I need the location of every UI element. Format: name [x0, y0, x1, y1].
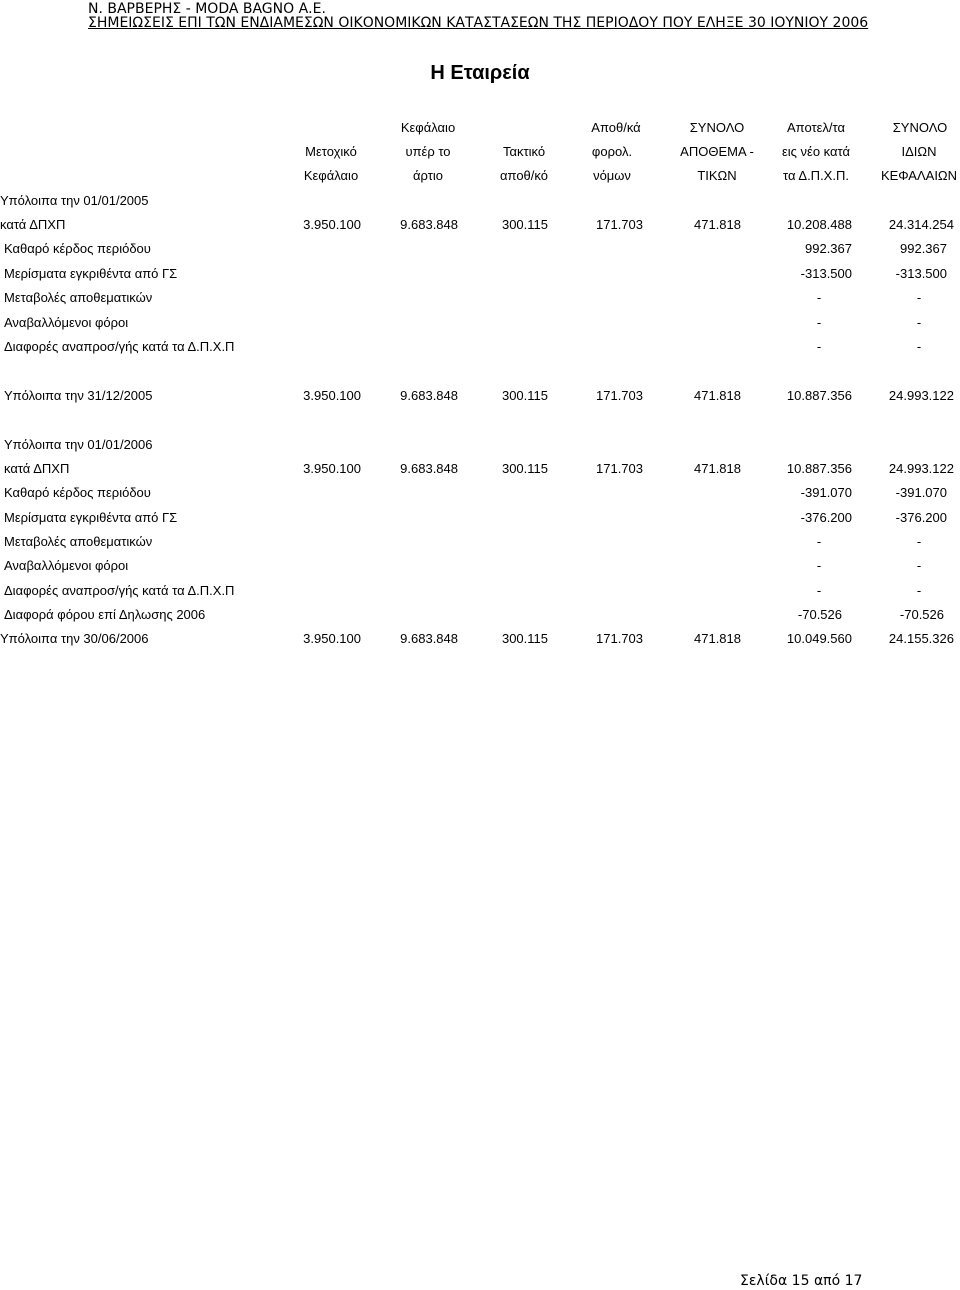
value-tax-reserves: 171.703 [596, 631, 643, 646]
value-retained-earnings: - [816, 290, 822, 305]
value-retained-earnings: - [816, 315, 822, 330]
value-legal-reserve: 300.115 [501, 631, 548, 646]
value-share-premium: 9.683.848 [400, 461, 458, 476]
row-label: Καθαρό κέρδος περιόδου [4, 485, 151, 500]
col6-line3: τα Δ.Π.Χ.Π. [783, 168, 849, 183]
value-tax-reserves: 171.703 [596, 388, 643, 403]
value-retained-earnings: -391.070 [800, 485, 852, 500]
value-total-equity: 24.993.122 [888, 388, 954, 403]
value-share-premium: 9.683.848 [400, 631, 458, 646]
col2-line2: υπέρ το [405, 144, 451, 159]
value-total-reserves: 471.818 [694, 217, 741, 232]
col7-line2: ΙΔΙΩΝ [901, 144, 937, 159]
row-label: Μερίσματα εγκριθέντα από ΓΣ [4, 510, 178, 525]
value-retained-earnings: - [816, 534, 822, 549]
value-retained-earnings: -313.500 [800, 266, 852, 281]
value-retained-earnings: 10.887.356 [786, 461, 852, 476]
value-total-reserves: 471.818 [694, 388, 741, 403]
value-total-equity: -391.070 [895, 485, 947, 500]
value-retained-earnings: -376.200 [800, 510, 852, 525]
row-label: κατά ΔΠΧΠ [0, 217, 66, 232]
value-retained-earnings: 992.367 [805, 241, 852, 256]
row-label: Διαφορά φόρου επί Δηλωσης 2006 [4, 607, 206, 622]
row-label: Καθαρό κέρδος περιόδου [4, 241, 151, 256]
col7-line1: ΣΥΝΟΛΟ [892, 120, 948, 135]
col4-line3: νόμων [593, 168, 631, 183]
value-share-premium: 9.683.848 [400, 388, 458, 403]
value-total-equity: - [916, 290, 922, 305]
value-legal-reserve: 300.115 [501, 217, 548, 232]
value-total-equity: - [916, 534, 922, 549]
page-number: Σελίδα 15 από 17 [740, 1273, 863, 1289]
value-total-reserves: 471.818 [694, 631, 741, 646]
col2-line3: άρτιο [413, 168, 443, 183]
row-label-open2005-line1: Υπόλοιπα την 01/01/2005 [0, 193, 149, 208]
col5-line3: ΤΙΚΩΝ [697, 168, 737, 183]
row-label: Διαφορές αναπροσ/γής κατά τα Δ.Π.Χ.Π [4, 583, 235, 598]
row-label: Υπόλοιπα την 31/12/2005 [4, 388, 153, 403]
row-label: Αναβαλλόμενοι φόροι [4, 315, 129, 330]
value-total-equity: -313.500 [895, 266, 947, 281]
row-label: κατά ΔΠΧΠ [4, 461, 70, 476]
value-total-equity: 24.155.326 [888, 631, 954, 646]
col4-line2: φορολ. [591, 144, 633, 159]
page-title: Η Εταιρεία [430, 62, 530, 84]
value-total-equity: - [916, 315, 922, 330]
value-tax-reserves: 171.703 [596, 217, 643, 232]
value-total-equity: 24.993.122 [888, 461, 954, 476]
row-label: Αναβαλλόμενοι φόροι [4, 558, 129, 573]
value-retained-earnings: - [816, 558, 822, 573]
value-total-equity: -70.526 [899, 607, 944, 622]
col3-line3: αποθ/κό [500, 168, 548, 183]
col5-line1: ΣΥΝΟΛΟ [689, 120, 745, 135]
col7-line3: ΚΕΦΑΛΑΙΩΝ [880, 168, 958, 183]
row-label: Μεταβολές αποθεματικών [4, 290, 153, 305]
value-total-equity: -376.200 [895, 510, 947, 525]
value-tax-reserves: 171.703 [596, 461, 643, 476]
row-label: Διαφορές αναπροσ/γής κατά τα Δ.Π.Χ.Π [4, 339, 235, 354]
value-retained-earnings: -70.526 [797, 607, 842, 622]
value-share-capital: 3.950.100 [303, 217, 361, 232]
value-total-equity: - [916, 558, 922, 573]
col3-line2: Τακτικό [502, 144, 546, 159]
row-label-open2006-line1: Υπόλοιπα την 01/01/2006 [4, 437, 153, 452]
value-legal-reserve: 300.115 [501, 388, 548, 403]
value-legal-reserve: 300.115 [501, 461, 548, 476]
value-retained-earnings: 10.887.356 [786, 388, 852, 403]
value-total-equity: 24.314.254 [888, 217, 954, 232]
col1-line3: Κεφάλαιο [303, 168, 359, 183]
row-label: Υπόλοιπα την 30/06/2006 [0, 631, 149, 646]
row-label: Μεταβολές αποθεματικών [4, 534, 153, 549]
value-total-reserves: 471.818 [694, 461, 741, 476]
value-retained-earnings: - [816, 583, 822, 598]
report-subtitle: ΣΗΜΕΙΩΣΕΙΣ ΕΠΙ ΤΩΝ ΕΝΔΙΑΜΕΣΩΝ ΟΙΚΟΝΟΜΙΚΩΝ ΚΑΤΑΣΤΑΣΕΩΝ ΤΗΣ ΠΕΡΙΟΔΟΥ ΠΟΥ ΕΛΗΞΕ 30 ΙΟΥΝΙΟΥ 2006 [88, 15, 869, 31]
value-total-equity: - [916, 339, 922, 354]
col4-line1: Αποθ/κά [591, 120, 641, 135]
value-retained-earnings: 10.208.488 [786, 217, 852, 232]
col6-line1: Αποτελ/τα [786, 120, 846, 135]
value-total-equity: 992.367 [900, 241, 947, 256]
value-share-capital: 3.950.100 [303, 461, 361, 476]
col5-line2: ΑΠΟΘΕΜΑ - [680, 144, 754, 159]
col2-line1: Κεφάλαιο [400, 120, 456, 135]
value-share-capital: 3.950.100 [303, 388, 361, 403]
value-total-equity: - [916, 583, 922, 598]
value-retained-earnings: - [816, 339, 822, 354]
value-share-premium: 9.683.848 [400, 217, 458, 232]
col6-line2: εις νέο κατά [781, 144, 851, 159]
value-share-capital: 3.950.100 [303, 631, 361, 646]
row-label: Μερίσματα εγκριθέντα από ΓΣ [4, 266, 178, 281]
value-retained-earnings: 10.049.560 [786, 631, 852, 646]
company-name: Ν. ΒΑΡΒΕΡΗΣ - MODA BAGNO Α.Ε. [88, 1, 326, 17]
col1-line2: Μετοχικό [305, 144, 357, 159]
